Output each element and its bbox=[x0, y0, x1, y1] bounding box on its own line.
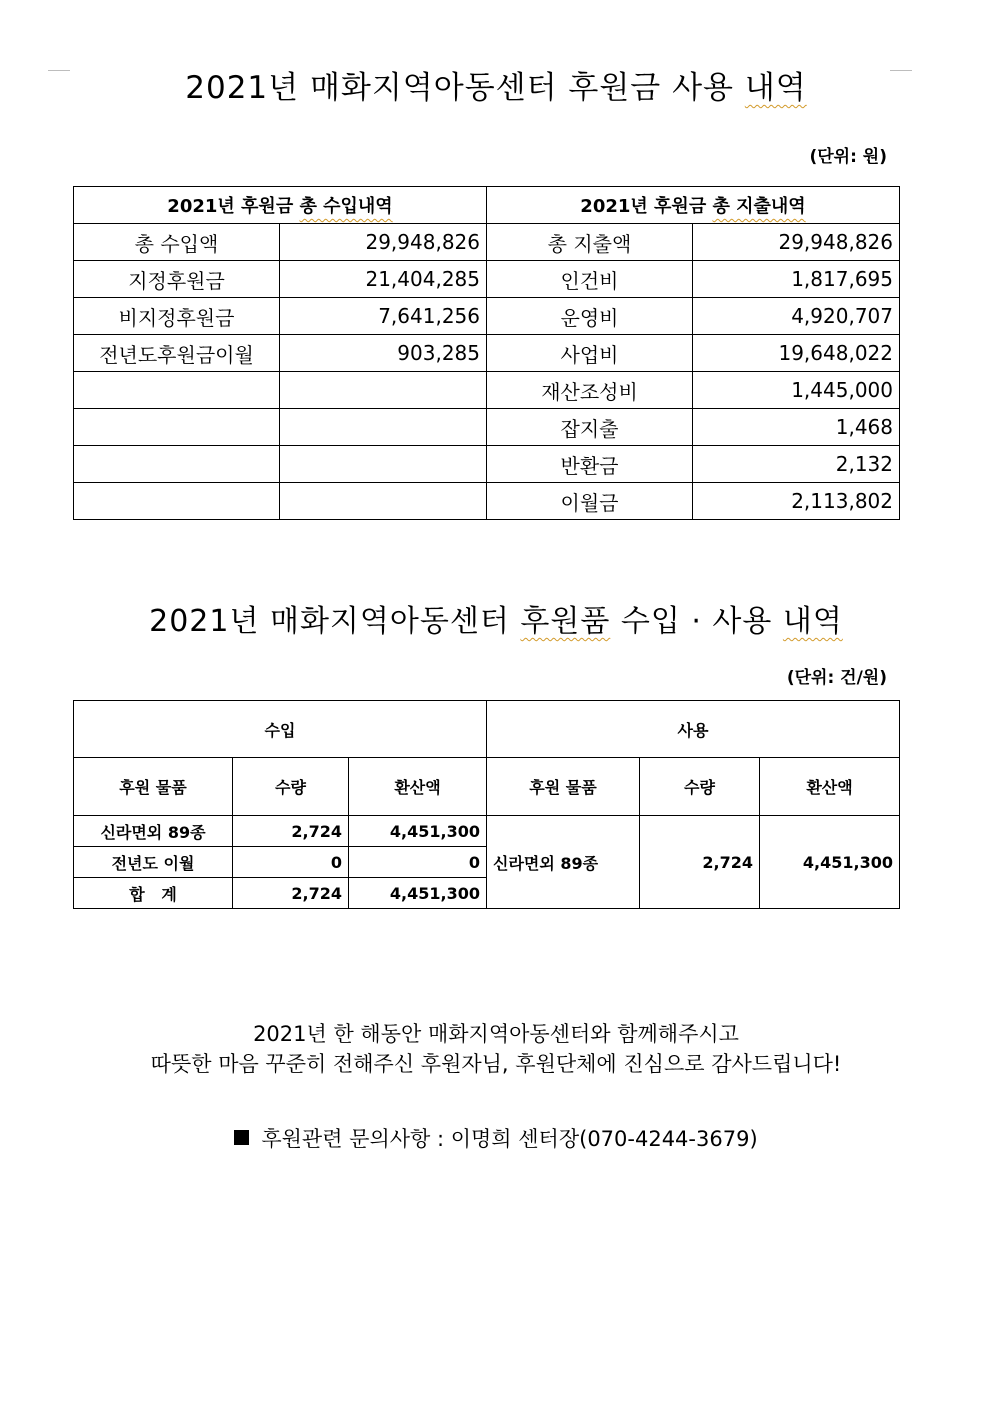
income-label: 비지정후원금 bbox=[74, 298, 280, 335]
column-header: 후원 물품 bbox=[74, 758, 233, 816]
use-group-header: 사용 bbox=[487, 701, 900, 758]
title-text: 2021년 매화지역아동센터 후원금 사용 bbox=[185, 70, 745, 106]
income-group-header: 수입 bbox=[74, 701, 487, 758]
table-row bbox=[74, 261, 900, 298]
income-value: 903,285 bbox=[280, 335, 487, 372]
expense-label: 사업비 bbox=[487, 335, 693, 372]
income-total-label: 합 계 bbox=[74, 878, 233, 909]
title-text-underlined: 내역 bbox=[744, 70, 807, 106]
income-qty: 0 bbox=[233, 847, 349, 878]
table-row bbox=[74, 816, 900, 847]
contact-info bbox=[0, 1123, 992, 1153]
income-value: 7,641,256 bbox=[280, 298, 487, 335]
table-row bbox=[74, 409, 900, 446]
expense-value: 4,920,707 bbox=[693, 298, 900, 335]
expense-value: 2,113,802 bbox=[693, 483, 900, 520]
table-column-header-row bbox=[74, 758, 900, 816]
column-header: 환산액 bbox=[760, 758, 900, 816]
income-label bbox=[74, 409, 280, 446]
income-label: 전년도후원금이월 bbox=[74, 335, 280, 372]
square-bullet-icon bbox=[234, 1130, 249, 1145]
income-value bbox=[280, 409, 487, 446]
income-label: 총 수입액 bbox=[74, 224, 280, 261]
donated-goods-table bbox=[73, 700, 900, 909]
income-value bbox=[280, 372, 487, 409]
use-qty: 2,724 bbox=[640, 816, 760, 909]
expense-value: 29,948,826 bbox=[693, 224, 900, 261]
income-item: 신라면외 89종 bbox=[74, 816, 233, 847]
column-header: 환산액 bbox=[349, 758, 487, 816]
expense-value: 1,817,695 bbox=[693, 261, 900, 298]
expense-label: 운영비 bbox=[487, 298, 693, 335]
unit-label: (단위: 원) bbox=[809, 147, 887, 167]
income-amount: 4,451,300 bbox=[349, 816, 487, 847]
table-group-header-row bbox=[74, 701, 900, 758]
income-item: 전년도 이월 bbox=[74, 847, 233, 878]
contact-text: 후원관련 문의사항 : 이명희 센터장(070-4244-3679) bbox=[261, 1127, 758, 1151]
expense-value: 1,445,000 bbox=[693, 372, 900, 409]
expense-label: 반환금 bbox=[487, 446, 693, 483]
thank-you-message-line2: 따뜻한 마음 꾸준히 전해주신 후원자님, 후원단체에 진심으로 감사드립니다! bbox=[150, 1052, 842, 1076]
expense-label: 재산조성비 bbox=[487, 372, 693, 409]
income-amount: 0 bbox=[349, 847, 487, 878]
donation-usage-title bbox=[0, 62, 992, 107]
income-label bbox=[74, 483, 280, 520]
income-value bbox=[280, 446, 487, 483]
expense-value: 1,468 bbox=[693, 409, 900, 446]
expense-label: 이월금 bbox=[487, 483, 693, 520]
table-row bbox=[74, 335, 900, 372]
table-header-row bbox=[74, 187, 900, 224]
income-label: 지정후원금 bbox=[74, 261, 280, 298]
table-row bbox=[74, 224, 900, 261]
income-label bbox=[74, 372, 280, 409]
column-header: 후원 물품 bbox=[487, 758, 640, 816]
expense-label: 인건비 bbox=[487, 261, 693, 298]
use-item: 신라면외 89종 bbox=[487, 816, 640, 909]
income-amount: 4,451,300 bbox=[349, 878, 487, 909]
table-row bbox=[74, 483, 900, 520]
table-row bbox=[74, 372, 900, 409]
expense-value: 19,648,022 bbox=[693, 335, 900, 372]
income-value: 29,948,826 bbox=[280, 224, 487, 261]
income-qty: 2,724 bbox=[233, 878, 349, 909]
income-header: 2021년 후원금 총 수입내역 bbox=[74, 187, 487, 224]
unit-label: (단위: 건/원) bbox=[786, 668, 887, 688]
income-value: 21,404,285 bbox=[280, 261, 487, 298]
donation-money-table bbox=[73, 186, 900, 520]
column-header: 수량 bbox=[233, 758, 349, 816]
income-qty: 2,724 bbox=[233, 816, 349, 847]
expense-label: 잡지출 bbox=[487, 409, 693, 446]
income-value bbox=[280, 483, 487, 520]
use-amount: 4,451,300 bbox=[760, 816, 900, 909]
expense-label: 총 지출액 bbox=[487, 224, 693, 261]
column-header: 수량 bbox=[640, 758, 760, 816]
donated-goods-title: 2021년 매화지역아동센터 후원품 수입 · 사용 내역 bbox=[149, 604, 843, 639]
expense-value: 2,132 bbox=[693, 446, 900, 483]
income-label bbox=[74, 446, 280, 483]
thank-you-message-line1: 2021년 한 해동안 매화지역아동센터와 함께해주시고 bbox=[253, 1022, 739, 1046]
expense-header: 2021년 후원금 총 지출내역 bbox=[487, 187, 900, 224]
table-row bbox=[74, 298, 900, 335]
table-row bbox=[74, 446, 900, 483]
